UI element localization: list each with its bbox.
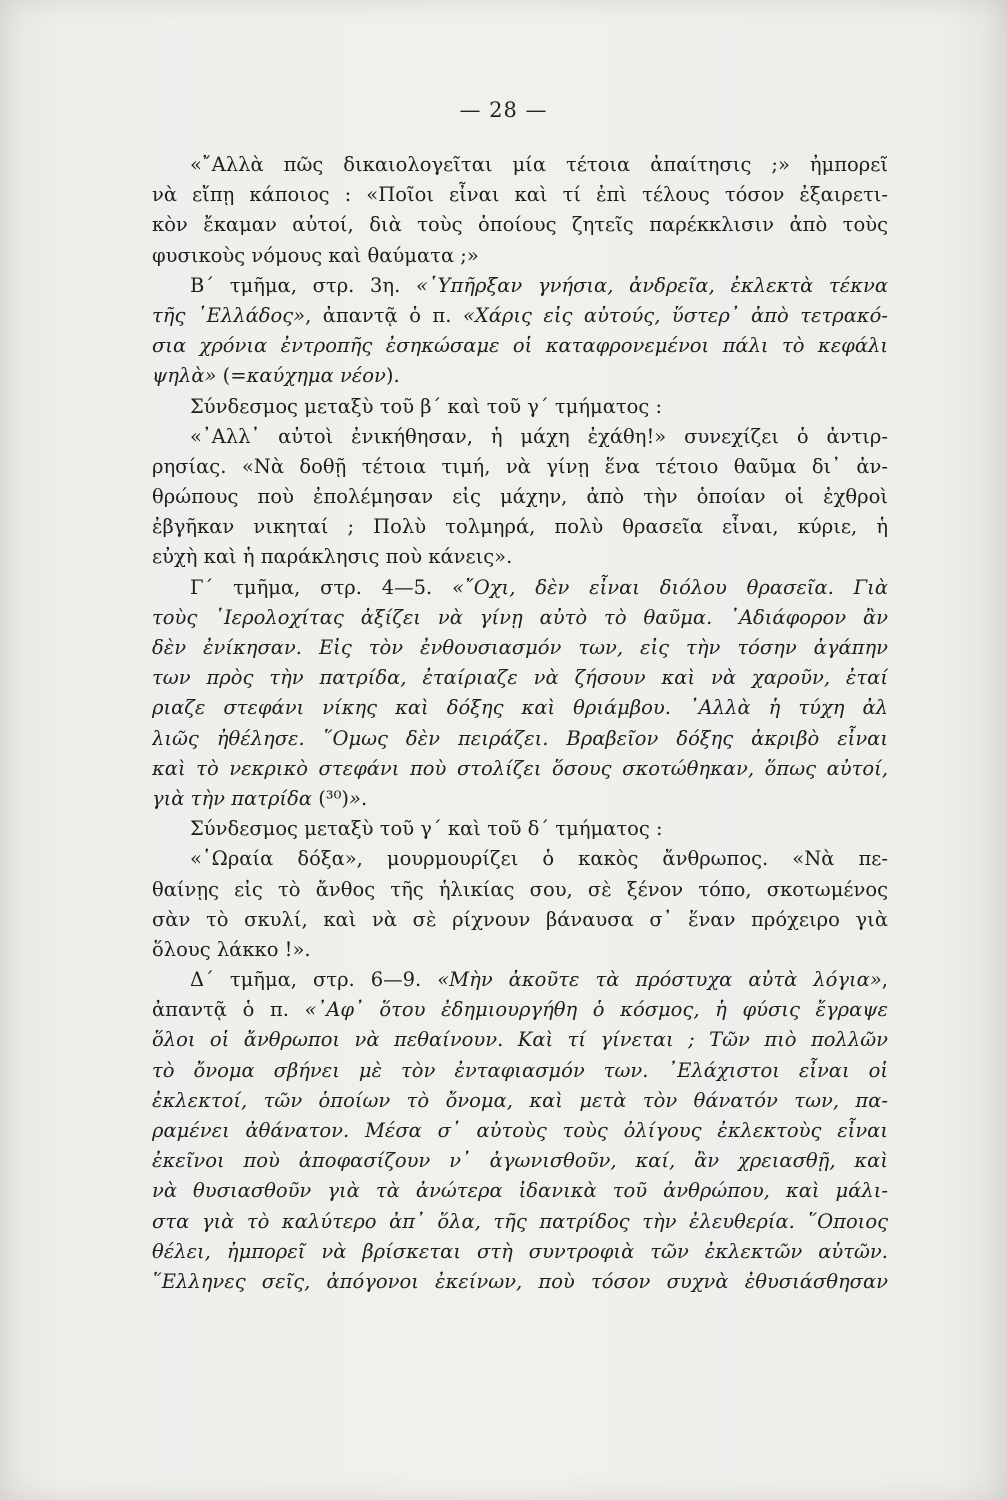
text-line	[152, 482, 888, 512]
italic-text: «῎Οχι, δὲν εἶναι διόλου θρασεῖα. Γιὰ	[452, 575, 888, 599]
italic-text: ψηλὰ»	[152, 364, 223, 388]
text-line	[152, 724, 888, 754]
italic-text: τὸ ὄνομα σβήνει μὲ τὸν ἐνταφιασμόν των. ᾽Ελάχιστοι εἶναι οἱ	[152, 1058, 888, 1082]
italic-text: γιὰ τὴν πατρίδα	[152, 786, 319, 810]
text-line	[152, 392, 888, 422]
text-line	[152, 1267, 888, 1297]
italic-text: «᾽Αφ᾽ ὅτου ἐδημιουργήθη ὁ κόσμος, ἡ φύσις ἔγραψε	[304, 998, 888, 1022]
text-line	[152, 935, 888, 965]
italic-text: καὶ τὸ νεκρικὸ στεφάνι ποὺ στολίζει ὅσους σκοτώθηκαν, ὅπως αὐτοί,	[152, 756, 888, 780]
italic-text: «Μὴν ἀκοῦτε τὰ πρόστυχα αὐτὰ λόγια»	[437, 968, 882, 992]
text-run: ἀπαντᾷ ὁ π.	[152, 998, 305, 1022]
text-run: ρησίας. «Νὰ δοθῇ τέτοια τιμή, νὰ γίνῃ ἕνα τέτοιο θαῦμα δι᾽ ἀν-	[152, 454, 888, 478]
text-run: «῾Ωραία δόξα», μουρμουρίζει ὁ κακὸς ἄνθρωπος. «Νὰ πε-	[190, 847, 888, 871]
text-run: ,	[881, 968, 888, 992]
text-line	[152, 301, 888, 331]
text-line	[152, 422, 888, 452]
italic-text: των πρὸς τὴν πατρίδα, ἐταίριαζε νὰ ζήσουν καὶ νὰ χαροῦν, ἐταί	[152, 666, 888, 690]
text-line	[152, 965, 888, 995]
text-run: ὅλους λάκκο !».	[152, 937, 311, 961]
text-run: Δ΄ τμῆμα, στρ. 6—9.	[190, 968, 438, 992]
text-line	[152, 693, 888, 723]
text-run: Β΄ τμῆμα, στρ. 3η.	[190, 273, 416, 297]
text-run: σὰν τὸ σκυλί, καὶ νὰ σὲ ρίχνουν βάναυσα σ᾽ ἕναν πρόχειρο γιὰ	[152, 907, 888, 931]
text-line	[152, 1056, 888, 1086]
italic-text: «Χάρις εἰς αὐτούς, ὕστερ᾽ ἀπὸ τετρακό-	[462, 303, 888, 327]
text-line	[152, 1146, 888, 1176]
italic-text: «῾Υπῆρξαν γνήσια, ἀνδρεῖα, ἐκλεκτὰ τέκνα	[415, 273, 888, 297]
text-line	[152, 512, 888, 542]
italic-text: ῞Ελληνες σεῖς, ἀπόγονοι ἐκείνων, ποὺ τόσον συχνὰ ἐθυσιάσθησαν	[152, 1269, 888, 1293]
text-run: Σύνδεσμος μεταξὺ τοῦ γ΄ καὶ τοῦ δ΄ τμήματος :	[190, 817, 663, 841]
text-line	[152, 1207, 888, 1237]
text-line	[152, 603, 888, 633]
italic-text: νὰ θυσιασθοῦν γιὰ τὰ ἀνώτερα ἰδανικὰ τοῦ ἀνθρώπου, καὶ μάλι-	[152, 1179, 888, 1203]
text-line	[152, 1116, 888, 1146]
italic-text: σια χρόνια ἐντροπῆς ἐσηκώσαμε οἱ καταφρονεμένοι πάλι τὸ κεφάλι	[152, 334, 888, 358]
italic-text: ριαζε στεφάνι νίκης καὶ δόξης καὶ θριάμβου. ᾽Αλλὰ ἡ τύχη ἀλ	[152, 696, 888, 720]
italic-text: ἐκεῖνοι ποὺ ἀποφασίζουν ν᾽ ἀγωνισθοῦν, καί, ἂν χρειασθῇ, καὶ	[152, 1149, 888, 1173]
text-line	[152, 180, 888, 210]
italic-text: ὅλοι οἱ ἄνθρωποι νὰ πεθαίνουν. Καὶ τί γίνεται ; Τῶν πιὸ πολλῶν	[152, 1028, 888, 1052]
text-run: «῎Αλλὰ πῶς δικαιολογεῖται μία τέτοια ἀπαίτησις ;» ἠμπορεῖ	[190, 153, 888, 176]
text-line	[152, 875, 888, 905]
text-run: ).	[385, 364, 400, 388]
italic-text: θέλει, ἠμπορεῖ νὰ βρίσκεται στὴ συντροφιὰ τῶν ἐκλεκτῶν αὐτῶν.	[152, 1239, 888, 1263]
italic-text: ».	[349, 786, 368, 810]
text-run: νὰ εἴπῃ κάποιος : «Ποῖοι εἶναι καὶ τί ἐπὶ τέλους τόσον ἐξαιρετι-	[152, 183, 888, 207]
text-line	[152, 995, 888, 1025]
text-line	[152, 633, 888, 663]
text-line	[152, 331, 888, 361]
text-run: ἐβγῆκαν νικηταί ; Πολὺ τολμηρά, πολὺ θρασεῖα εἶναι, κύριε, ἡ	[152, 515, 888, 539]
text-line	[152, 1086, 888, 1116]
italic-text: τοὺς ῾Ιερολοχίτας ἀξίζει νὰ γίνῃ αὐτὸ τὸ θαῦμα. ᾽Αδιάφορον ἂν	[152, 605, 888, 629]
text-line	[152, 663, 888, 693]
italic-text: τῆς ῾Ελλάδος»	[152, 303, 306, 327]
text-line	[152, 241, 888, 271]
text-line	[152, 905, 888, 935]
text-run: θρώπους ποὺ ἐπολέμησαν εἰς μάχην, ἀπὸ τὴν ὁποίαν οἱ ἐχθροὶ	[152, 485, 888, 509]
body-text	[152, 150, 888, 1297]
italic-text: ραμένει ἀθάνατον. Μέσα σ᾽ αὐτοὺς τοὺς ὀλίγους ἐκλεκτοὺς εἶναι	[152, 1119, 888, 1142]
italic-text: δὲν ἐνίκησαν. Εἰς τὸν ἐνθουσιασμόν των, εἰς τὴν τόσην ἀγάπην	[152, 636, 888, 659]
text-line	[152, 784, 888, 814]
text-line	[152, 754, 888, 784]
italic-text: καύχημα νέον	[246, 364, 386, 388]
text-line	[152, 1237, 888, 1267]
text-run: «᾽Αλλ᾽ αὐτοὶ ἐνικήθησαν, ἡ μάχη ἐχάθη!» συνεχίζει ὁ ἀντιρ-	[190, 424, 888, 448]
text-line	[152, 573, 888, 603]
text-line	[152, 452, 888, 482]
text-run: Σύνδεσμος μεταξὺ τοῦ β΄ καὶ τοῦ γ΄ τμήματος :	[190, 394, 663, 418]
text-run: κὸν ἔκαμαν αὐτοί, διὰ τοὺς ὁποίους ζητεῖς παρέκκλισιν ἀπὸ τοὺς	[152, 213, 888, 237]
text-run: θαίνῃς εἰς τὸ ἄνθος τῆς ἡλικίας σου, σὲ ξένον τόπο, σκοτωμένος	[152, 877, 888, 901]
text-line	[152, 210, 888, 240]
text-line	[152, 814, 888, 844]
text-line	[152, 1025, 888, 1055]
page-number: — 28 —	[459, 98, 548, 122]
text-run: (³⁰)	[318, 786, 350, 810]
text-line	[152, 542, 888, 572]
text-line	[152, 271, 888, 301]
italic-text: στα γιὰ τὸ καλύτερο ἀπ᾽ ὅλα, τῆς πατρίδος τὴν ἐλευθερία. ῞Οποιος	[152, 1209, 888, 1233]
text-run: φυσικοὺς νόμους καὶ θαύματα ;»	[152, 243, 479, 267]
text-run: Γ΄ τμῆμα, στρ. 4—5.	[190, 575, 453, 599]
italic-text: ἐκλεκτοί, τῶν ὁποίων τὸ ὄνομα, καὶ μετὰ τὸν θάνατόν των, πα-	[152, 1088, 888, 1112]
text-line	[152, 361, 888, 391]
italic-text: λιῶς ἠθέλησε. ῞Ομως δὲν πειράζει. Βραβεῖον δόξης ἀκριβὸ εἶναι	[152, 726, 888, 750]
text-line	[152, 844, 888, 874]
text-run: εὐχὴ καὶ ἡ παράκλησις ποὺ κάνεις».	[152, 545, 513, 569]
text-line	[152, 1176, 888, 1206]
text-line	[152, 150, 888, 180]
text-run: , ἀπαντᾷ ὁ π.	[305, 303, 463, 327]
text-run: (=	[222, 364, 247, 388]
